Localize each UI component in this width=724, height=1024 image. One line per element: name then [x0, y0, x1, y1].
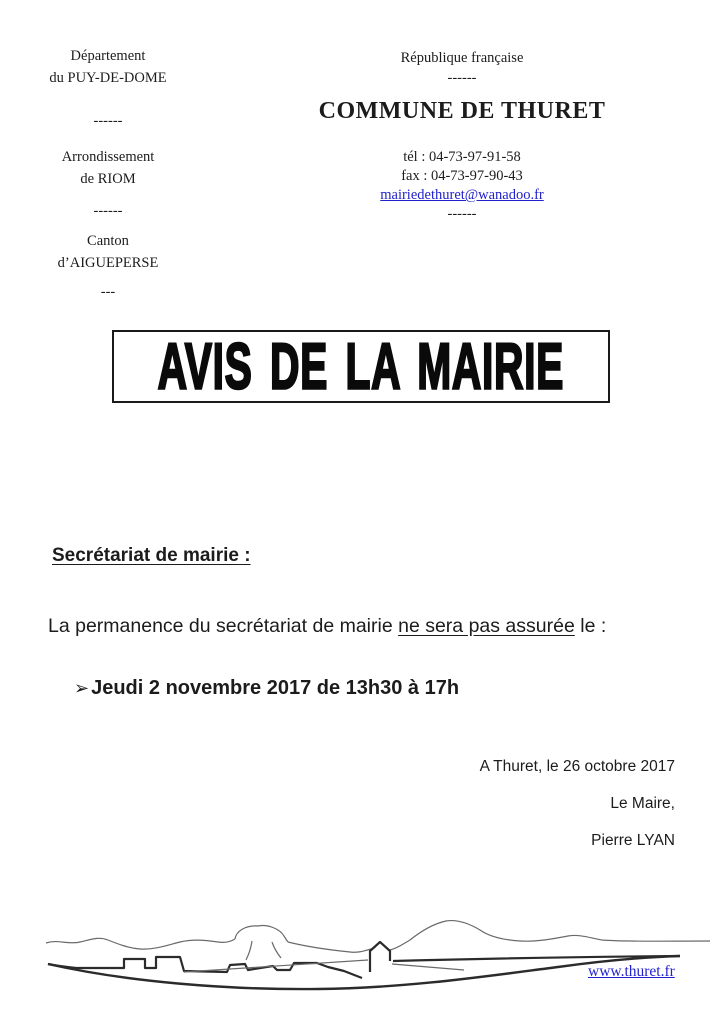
divider-dashes: ------ — [93, 203, 123, 219]
arrondissement-name: de RIOM — [80, 171, 136, 187]
section-heading: Secrétariat de mairie : — [52, 545, 251, 566]
republic-label: République française — [400, 50, 524, 66]
commune-title: COMMUNE DE THURET — [318, 98, 606, 124]
divider-dashes: --- — [100, 284, 116, 300]
closure-date-item — [74, 677, 459, 700]
signature-block — [480, 758, 675, 849]
notice-title-box — [112, 330, 610, 403]
website-link[interactable]: www.thuret.fr — [588, 963, 675, 980]
header-right-column — [250, 48, 674, 224]
departement-name: du PUY-DE-DOME — [49, 70, 167, 86]
paragraph-prefix: La permanence du secrétariat de mairie — [48, 615, 399, 637]
departement-label: Département — [70, 48, 146, 64]
paragraph-suffix: le : — [574, 615, 607, 637]
canton-name: d’AIGUEPERSE — [57, 255, 159, 271]
canton-label: Canton — [87, 233, 129, 249]
divider-dashes: ------ — [93, 113, 123, 129]
signer-role: Le Maire, — [610, 795, 675, 812]
email-link[interactable]: mairiedethuret@wanadoo.fr — [380, 187, 544, 203]
notice-title: AVIS DE LA MAIRIE — [157, 329, 565, 403]
arrondissement-label: Arrondissement — [61, 149, 155, 165]
divider-dashes: ------ — [447, 206, 477, 222]
arrow-bullet-icon: ➢ — [74, 678, 90, 698]
village-skyline-illustration — [28, 898, 718, 1010]
tel-line: tél : 04-73-97-91-58 — [403, 149, 521, 165]
header-left-column — [28, 45, 188, 303]
divider-dashes: ------ — [447, 70, 477, 86]
signer-name: Pierre LYAN — [591, 832, 675, 849]
closure-date-text: Jeudi 2 novembre 2017 de 13h30 à 17h — [91, 677, 460, 699]
place-date: A Thuret, le 26 octobre 2017 — [479, 758, 675, 775]
paragraph-underlined: ne sera pas assurée — [398, 615, 575, 637]
notice-paragraph — [48, 615, 688, 638]
fax-line: fax : 04-73-97-90-43 — [401, 168, 523, 184]
